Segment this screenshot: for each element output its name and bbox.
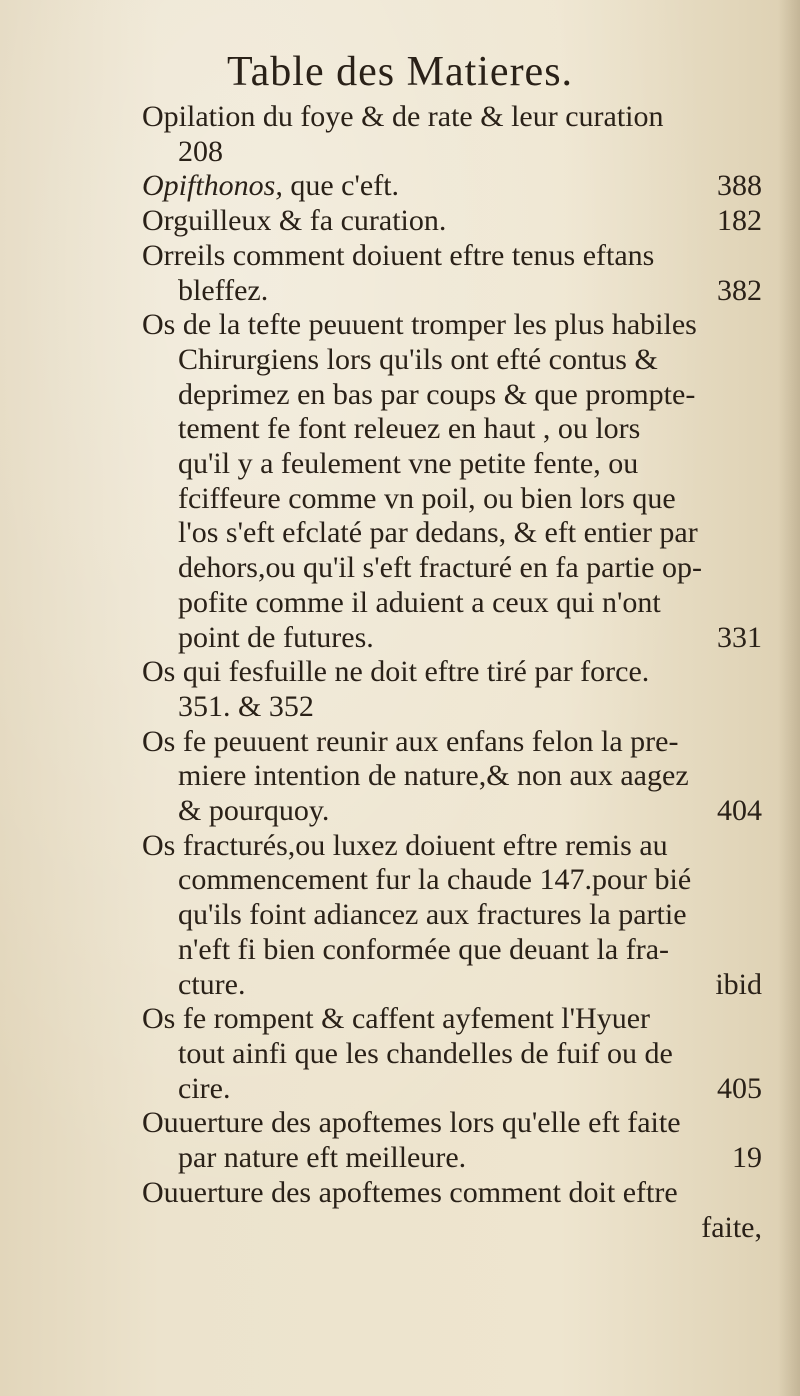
entry-text: Opifthonos, que c'eft. bbox=[142, 169, 400, 203]
entry-line bbox=[142, 551, 762, 586]
entry-text: Orguilleux & fa curation. bbox=[142, 204, 447, 238]
entry-line bbox=[142, 1072, 762, 1107]
entry-line bbox=[142, 447, 762, 482]
entry-term-italic: Opifthonos, bbox=[142, 169, 283, 203]
entry-line bbox=[142, 169, 762, 204]
index-entry bbox=[142, 655, 762, 724]
entry-line bbox=[142, 516, 762, 551]
entry-text: commencement fur la chaude 147.pour bié bbox=[178, 863, 692, 897]
index-entry bbox=[142, 100, 762, 169]
entry-line bbox=[142, 655, 762, 690]
page-number: 182 bbox=[717, 204, 762, 238]
index-entry bbox=[142, 829, 762, 1003]
entry-text: fciffeure comme vn poil, ou bien lors que bbox=[178, 481, 676, 515]
entry-line bbox=[142, 794, 762, 829]
entry-text: qu'il y a feulement vne petite fente, ou bbox=[178, 447, 639, 481]
entry-text: Os qui fesfuille ne doit eftre tiré par force. bbox=[142, 655, 650, 689]
entry-text: Orreils comment doiuent eftre tenus eftans bbox=[142, 238, 655, 272]
entry-line bbox=[142, 1141, 762, 1176]
index-entries bbox=[142, 100, 762, 1245]
entry-line bbox=[142, 343, 762, 378]
index-entry bbox=[142, 308, 762, 655]
entry-text: Os fe peuuent reunir aux enfans felon la pre- bbox=[142, 724, 679, 758]
entry-line bbox=[142, 204, 762, 239]
entry-text: Os fe rompent & caffent ayfement l'Hyuer bbox=[142, 1002, 650, 1036]
entry-text: point de futures. bbox=[178, 620, 374, 654]
entry-text: tement fe font releuez en haut , ou lors bbox=[178, 412, 641, 446]
entry-text: bleffez. bbox=[178, 273, 269, 307]
entry-line bbox=[142, 621, 762, 656]
entry-line bbox=[142, 482, 762, 517]
index-entry bbox=[142, 239, 762, 308]
page-number: 388 bbox=[717, 169, 762, 203]
page-gutter-shadow bbox=[778, 0, 800, 1396]
entry-line bbox=[142, 829, 762, 864]
entry-text: 351. & 352 bbox=[178, 689, 314, 723]
entry-text: Opilation du foye & de rate & leur curation bbox=[142, 100, 664, 133]
entry-text: tout ainfi que les chandelles de fuif ou de bbox=[178, 1036, 673, 1070]
index-entry bbox=[142, 1106, 762, 1175]
index-entry bbox=[142, 169, 762, 204]
entry-text: n'eft fi bien conformée que deuant la fra- bbox=[178, 932, 670, 966]
page-number: faite, bbox=[701, 1210, 762, 1244]
entry-line bbox=[142, 725, 762, 760]
entry-line bbox=[142, 586, 762, 621]
entry-text: Ouuerture des apoftemes comment doit eftre bbox=[142, 1175, 678, 1209]
entry-line bbox=[142, 863, 762, 898]
entry-text: Os de la tefte peuuent tromper les plus habiles bbox=[142, 308, 697, 342]
entry-line bbox=[142, 135, 762, 170]
entry-text: cire. bbox=[178, 1071, 231, 1105]
index-entry bbox=[142, 725, 762, 829]
page-number: 19 bbox=[732, 1141, 762, 1175]
entry-text: Ouuerture des apoftemes lors qu'elle eft faite bbox=[142, 1106, 681, 1140]
entry-text: Chirurgiens lors qu'ils ont efté contus & bbox=[178, 342, 658, 376]
entry-text: pofite comme il aduient a ceux qui n'ont bbox=[178, 585, 661, 619]
page-title: Table des Matieres. bbox=[226, 49, 574, 95]
entry-line bbox=[142, 239, 762, 274]
entry-text: par nature eft meilleure. bbox=[178, 1141, 467, 1175]
page-number: 382 bbox=[717, 273, 762, 307]
entry-line bbox=[142, 1211, 762, 1246]
page-number: 404 bbox=[717, 794, 762, 828]
entry-line bbox=[142, 412, 762, 447]
entry-text: 208 bbox=[178, 134, 223, 168]
entry-line bbox=[142, 308, 762, 343]
entry-text: dehors,ou qu'il s'eft fracturé en fa partie op- bbox=[178, 551, 702, 585]
entry-line bbox=[142, 898, 762, 933]
entry-line bbox=[142, 1176, 762, 1211]
entry-line bbox=[142, 759, 762, 794]
entry-text: deprimez en bas par coups & que prompte- bbox=[178, 377, 696, 411]
page-number: 405 bbox=[717, 1071, 762, 1105]
entry-line bbox=[142, 1002, 762, 1037]
entry-line bbox=[142, 690, 762, 725]
entry-line bbox=[142, 274, 762, 309]
index-entry bbox=[142, 1002, 762, 1106]
entry-line bbox=[142, 933, 762, 968]
entry-line bbox=[142, 968, 762, 1003]
index-entry bbox=[142, 1176, 762, 1245]
entry-text: Os fracturés,ou luxez doiuent eftre remis au bbox=[142, 828, 668, 862]
entry-line bbox=[142, 1106, 762, 1141]
page-number: ibid bbox=[715, 967, 762, 1001]
entry-line bbox=[142, 378, 762, 413]
entry-text: qu'ils foint adiancez aux fractures la partie bbox=[178, 898, 687, 932]
entry-text: cture. bbox=[178, 967, 246, 1001]
index-entry bbox=[142, 204, 762, 239]
entry-line bbox=[142, 1037, 762, 1072]
page-number: 331 bbox=[717, 620, 762, 654]
entry-line bbox=[142, 100, 762, 135]
entry-text: & pourquoy. bbox=[178, 794, 330, 828]
entry-text: l'os s'eft efclaté par dedans, & eft entier par bbox=[178, 516, 698, 550]
entry-text: miere intention de nature,& non aux aagez bbox=[178, 759, 689, 793]
